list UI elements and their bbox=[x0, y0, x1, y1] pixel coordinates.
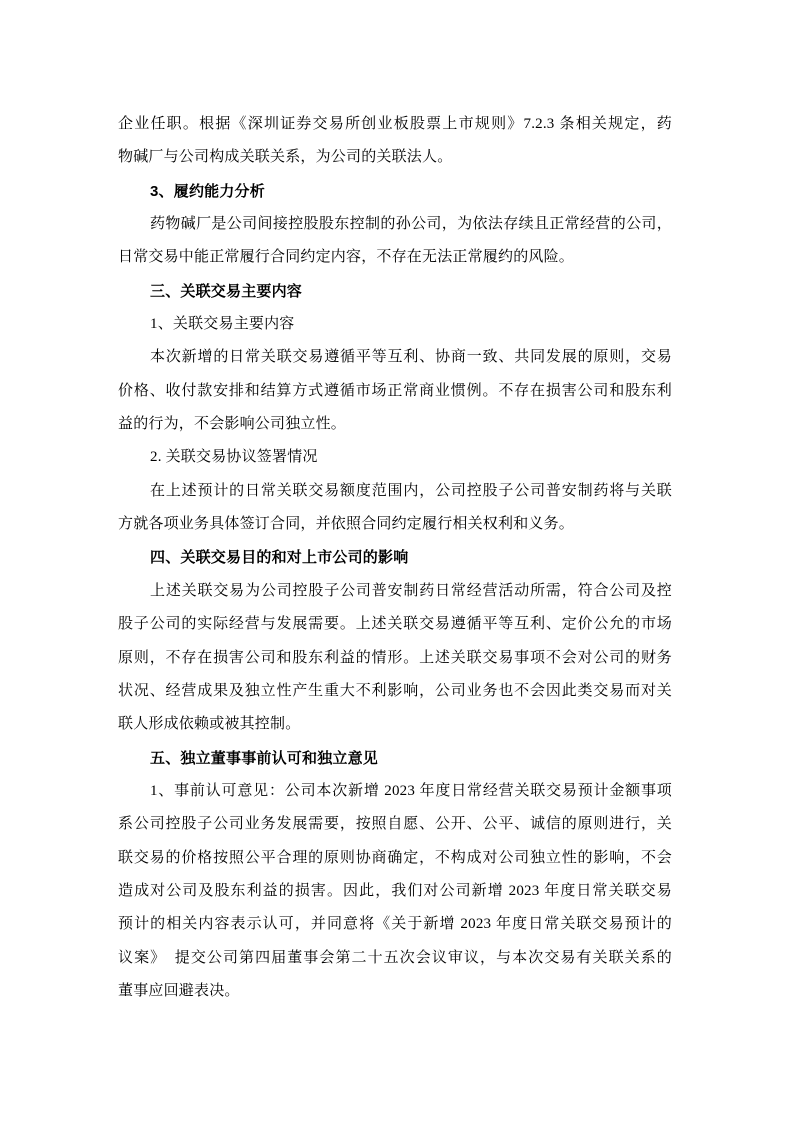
paragraph-line: 上述关联交易为公司控股子公司普安制药日常经营活动所需，符合公司及控 bbox=[150, 582, 672, 599]
section-heading: 三、关联交易主要内容 bbox=[150, 282, 303, 300]
paragraph-line: 1、事前认可意见：公司本次新增 2023 年度日常经营关联交易预计金额事项 bbox=[150, 782, 672, 799]
paragraph-line: 系公司控股子公司业务发展需要，按照自愿、公开、公平、诚信的原则进行，关 bbox=[118, 816, 672, 833]
section-heading: 四、关联交易目的和对上市公司的影响 bbox=[150, 549, 409, 567]
paragraph-line: 药物碱厂是公司间接控股股东控制的孙公司，为依法存续且正常经营的公司， bbox=[150, 216, 672, 233]
document-content bbox=[118, 108, 672, 1008]
paragraph-line: 状况、经营成果及独立性产生重大不利影响，公司业务也不会因此类交易而对关 bbox=[118, 682, 672, 699]
paragraph-line: 物碱厂与公司构成关联关系，为公司的关联法人。 bbox=[118, 149, 453, 166]
paragraph-line: 1、关联交易主要内容 bbox=[150, 316, 295, 333]
paragraph-line: 日常交易中能正常履行合同约定内容，不存在无法正常履约的风险。 bbox=[118, 249, 575, 266]
paragraph-line: 股子公司的实际经营与发展需要。上述关联交易遵循平等互利、定价公允的市场 bbox=[118, 616, 672, 633]
paragraph-line: 原则，不存在损害公司和股东利益的情形。上述关联交易事项不会对公司的财务 bbox=[118, 649, 672, 666]
paragraph-line: 董事应回避表决。 bbox=[118, 982, 240, 999]
paragraph-line: 预计的相关内容表示认可，并同意将《关于新增 2023 年度日常关联交易预计的 bbox=[118, 916, 672, 933]
section-heading: 五、独立董事事前认可和独立意见 bbox=[150, 749, 379, 767]
paragraph-line: 造成对公司及股东利益的损害。因此，我们对公司新增 2023 年度日常关联交易 bbox=[118, 882, 672, 899]
paragraph-line: 联人形成依赖或被其控制。 bbox=[118, 716, 301, 733]
paragraph-line: 联交易的价格按照公平合理的原则协商确定，不构成对公司独立性的影响，不会 bbox=[118, 849, 672, 866]
paragraph-line: 企业任职。根据《深圳证券交易所创业板股票上市规则》7.2.3 条相关规定，药 bbox=[118, 116, 672, 132]
paragraph-line: 议案》 提交公司第四届董事会第二十五次会议审议，与本次交易有关联关系的 bbox=[118, 949, 672, 966]
section-heading: 3、履约能力分析 bbox=[150, 182, 265, 200]
paragraph-line: 益的行为，不会影响公司独立性。 bbox=[118, 416, 347, 433]
paragraph-line: 在上述预计的日常关联交易额度范围内，公司控股子公司普安制药将与关联 bbox=[150, 482, 672, 499]
paragraph-line: 本次新增的日常关联交易遵循平等互利、协商一致、共同发展的原则，交易 bbox=[150, 349, 672, 366]
paragraph-line: 方就各项业务具体签订合同，并依照合同约定履行相关权利和义务。 bbox=[118, 516, 575, 533]
paragraph-line: 2. 关联交易协议签署情况 bbox=[150, 449, 318, 466]
paragraph-line: 价格、收付款安排和结算方式遵循市场正常商业惯例。不存在损害公司和股东利 bbox=[118, 382, 672, 399]
